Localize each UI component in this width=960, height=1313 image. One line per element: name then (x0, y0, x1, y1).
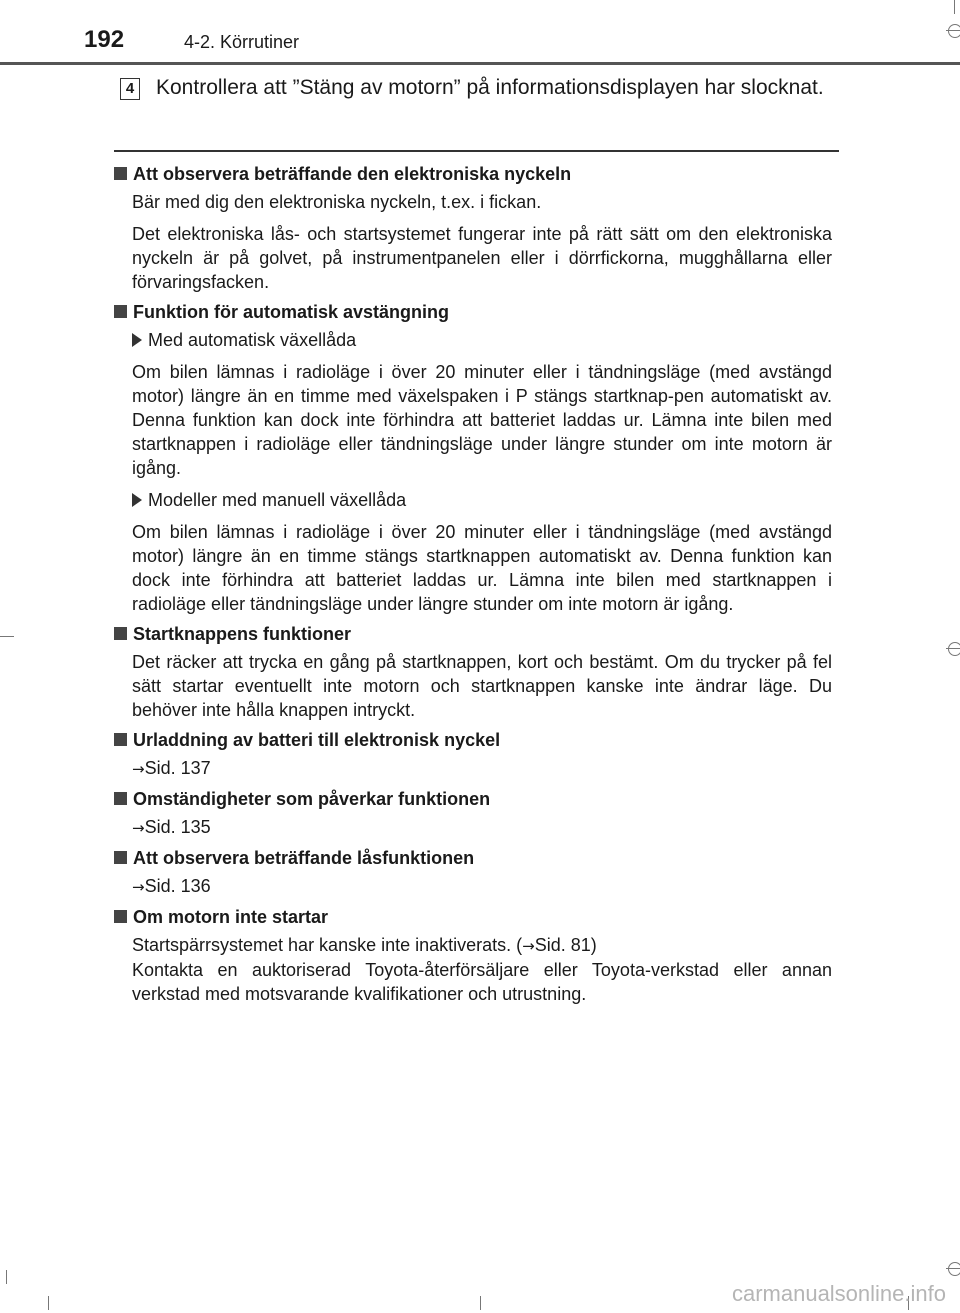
section-title: Urladdning av batteri till elektronisk nyckel (114, 728, 832, 752)
section-title: Startknappens funktioner (114, 622, 832, 646)
page-reference: →Sid. 137 (132, 758, 211, 778)
section-title: Om motorn inte startar (114, 905, 832, 929)
subheading: Med automatisk växellåda (132, 328, 832, 352)
paragraph: Det elektroniska lås- och startsystemet fungerar inte på rätt sätt om den elektroniska nyckeln är på golvet, på instrumentpanelen eller i dörrfickorna, mugghållarna eller förvaringsfacken. (132, 224, 832, 292)
registration-mark-icon (948, 642, 960, 656)
crop-mark (954, 0, 955, 14)
step-text: Kontrollera att ”Stäng av motorn” på informationsdisplayen har slocknat. (156, 76, 824, 99)
triangle-bullet-icon (132, 493, 142, 507)
paragraph: Det räcker att trycka en gång på startknappen, kort och bestämt. Om du trycker på fel sätt startar eventuellt inte motorn och startknappen kanske inte ändrar läge. Du behöver inte hålla knappen intryckt. (132, 652, 832, 720)
arrow-right-icon: → (132, 878, 145, 896)
section-title: Att observera beträffande den elektroniska nyckeln (114, 162, 832, 186)
watermark: carmanualsonline.info (731, 1281, 946, 1306)
triangle-bullet-icon (132, 333, 142, 347)
square-bullet-icon (114, 910, 127, 923)
square-bullet-icon (114, 851, 127, 864)
arrow-right-icon: → (522, 937, 535, 955)
step-number-box: 4 (120, 78, 140, 100)
subheading: Modeller med manuell växellåda (132, 488, 832, 512)
paragraph: Bär med dig den elektroniska nyckeln, t.ex. i fickan. (132, 192, 542, 212)
square-bullet-icon (114, 305, 127, 318)
paragraph: Om bilen lämnas i radioläge i över 20 minuter eller i tändningsläge (med avstängd motor) längre än en timme med växelspaken i P stängs startknap-pen automatiskt av. Denna funktion kan dock inte förhindra att batteriet laddas ur. Lämna inte bilen med startknappen i radioläge eller tändningsläge under längre stunder om inte motorn är igång. (132, 362, 832, 478)
page-reference: →Sid. 135 (132, 817, 211, 837)
square-bullet-icon (114, 733, 127, 746)
arrow-right-icon: → (132, 760, 145, 778)
section-divider (114, 150, 839, 152)
crop-mark (0, 636, 14, 637)
page-number: 192 (84, 26, 125, 53)
registration-mark-icon (948, 1262, 960, 1276)
crop-mark (48, 1296, 49, 1310)
paragraph: Om bilen lämnas i radioläge i över 20 minuter eller i tändningsläge (med avstängd motor) längre än en timme stängs startknappen automatiskt av. Denna funktion kan dock inte förhindra att batteriet laddas ur. Lämna inte bilen med startknappen i radioläge eller tändningsläge under längre stunder om inte motorn är igång. (132, 522, 832, 614)
notes-content (114, 162, 832, 1006)
section-title: Omständigheter som påverkar funktionen (114, 787, 832, 811)
section-title: Funktion för automatisk avstängning (114, 300, 832, 324)
header-rule (0, 62, 960, 65)
square-bullet-icon (114, 167, 127, 180)
section-title: Att observera beträffande låsfunktionen (114, 846, 832, 870)
crop-mark (480, 1296, 481, 1310)
chapter-title: 4-2. Körrutiner (184, 32, 300, 52)
paragraph: Startspärrsystemet har kanske inte inaktiverats. (→Sid. 81) Kontakta en auktoriserad Toyota-återförsäljare eller Toyota-verkstad eller annan verkstad med motsvarande kvalifikationer och utrustning. (132, 935, 832, 1004)
arrow-right-icon: → (132, 819, 145, 837)
crop-mark (6, 1270, 7, 1284)
square-bullet-icon (114, 792, 127, 805)
registration-mark-icon (948, 24, 960, 38)
square-bullet-icon (114, 627, 127, 640)
page-reference: →Sid. 136 (132, 876, 211, 896)
